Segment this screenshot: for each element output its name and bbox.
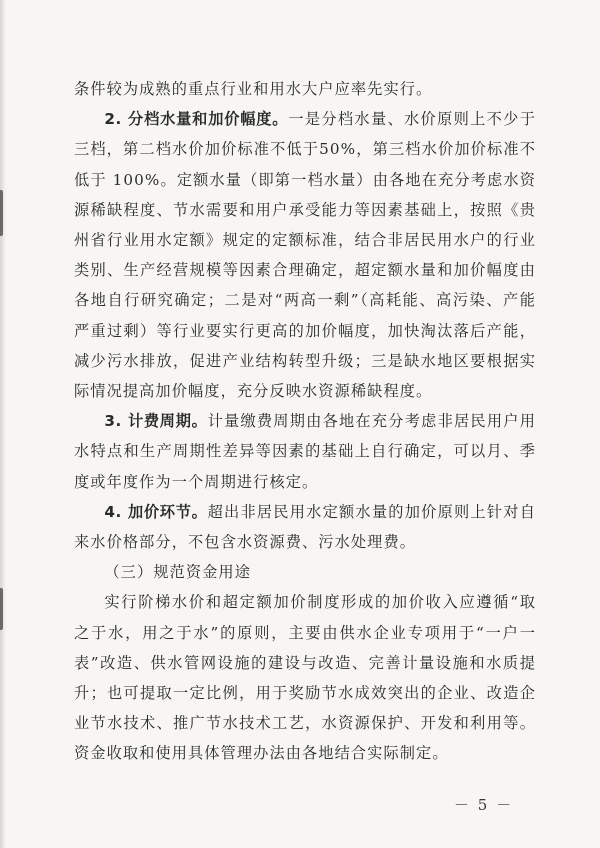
paragraph-text: 实行阶梯水价和超定额加价制度形成的加价收入应遵循“取之于水，用之于水”的原则，主要由供水企业专项用于“一户一表”改造、供水管网设施的建设与改造、完善计量设施和水质提升；也可提取一定比例，用于奖励节水成效突出的企业、改造企业节水技术、推广节水技术工艺，水资源保护、开发和利用等。资金收取和使用具体管理办法由各地结合实际制定。 bbox=[74, 593, 536, 763]
page-edge-shadow bbox=[0, 0, 6, 848]
paragraph-continuation bbox=[74, 74, 536, 104]
section-heading-text: （三）规范资金用途 bbox=[104, 563, 251, 582]
paragraph-text: 计量缴费周期由各地在充分考虑非居民用户用水特点和生产周期性差异等因素的基础上自行确定，可以月、季度或年度作为一个周期进行核定。 bbox=[74, 412, 536, 491]
paragraph-lead: 3. 计费周期。 bbox=[104, 412, 208, 431]
paragraph-text: 超出非居民用水定额水量的加价原则上针对自来水价格部分，不包含水资源费、污水处理费。 bbox=[74, 502, 536, 552]
document-body bbox=[74, 74, 536, 769]
page-number: － 5 － bbox=[454, 796, 514, 814]
paragraph-surcharge-link bbox=[74, 497, 536, 557]
section-heading bbox=[74, 557, 536, 587]
binding-mark bbox=[0, 588, 3, 630]
paragraph-lead: 2. 分档水量和加价幅度。 bbox=[104, 110, 289, 129]
paragraph-tiered-volume bbox=[74, 104, 536, 406]
paragraph-text: 一是分档水量、水价原则上不少于三档，第二档水价加价标准不低于50%，第三档水价加价标准不低于 100%。定额水量（即第一档水量）由各地在充分考虑水资源稀缺程度、节水需要和用户承受能力等因素基础上，按照《贵州省行业用水定额》规定的定额标准，结合非居民用水户的行业类别、生产经营规模等因素合理确定，超定额水量和加价幅度由各地自行研究确定；二是对“两高一剩”（高耗能、高污染、产能严重过剩）等行业要实行更高的加价幅度，加快淘汰落后产能，减少污水排放，促进产业结构转型升级；三是缺水地区要根据实际情况提高加价幅度，充分反映水资源稀缺程度。 bbox=[74, 110, 536, 401]
paragraph-billing-cycle bbox=[74, 406, 536, 497]
binding-mark bbox=[0, 190, 3, 236]
paragraph-lead: 4. 加价环节。 bbox=[104, 502, 208, 521]
paragraph-fund-usage bbox=[74, 587, 536, 768]
paragraph-text: 条件较为成熟的重点行业和用水大户应率先实行。 bbox=[74, 80, 433, 98]
